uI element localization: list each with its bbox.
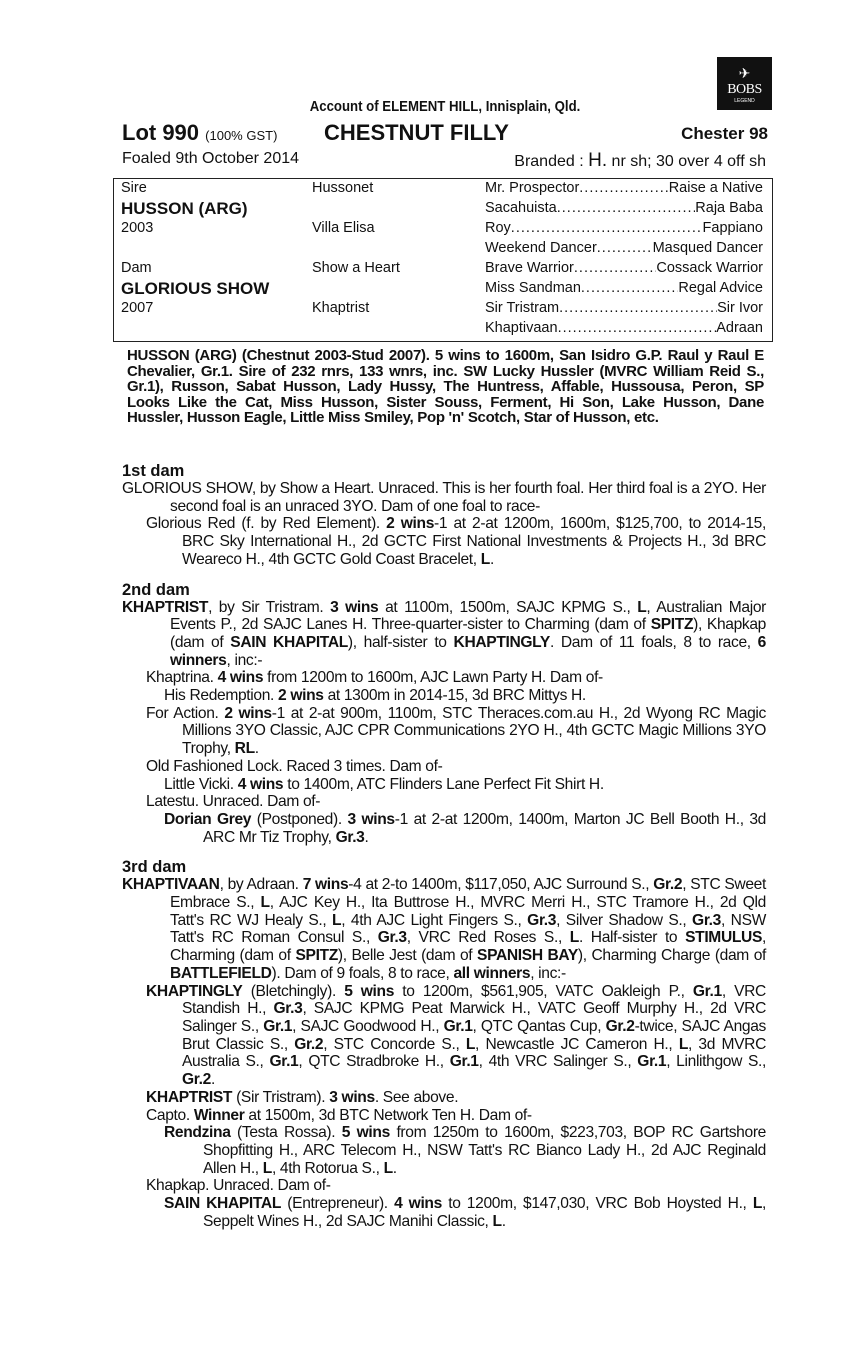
text: -4 at 2-to 1400m, $117,050, AJC Surround S.,	[348, 876, 654, 894]
bold-text: 4 wins	[217, 669, 264, 687]
gen3-sire: Sir Ivor	[717, 300, 763, 316]
bold-text: 3 wins	[330, 598, 379, 616]
bold-text: Gr.1	[449, 1053, 479, 1071]
text: .	[489, 550, 494, 568]
sire-year: 2003	[121, 220, 154, 236]
text: ), half-sister to	[347, 633, 454, 651]
bold-text: all winners	[453, 964, 531, 982]
dam-label: Dam	[121, 260, 152, 276]
pedigree-paragraph	[122, 1107, 766, 1125]
bold-text: L	[492, 1212, 502, 1230]
text: ), Charming Charge (dam of	[577, 947, 767, 965]
text: Old Fashioned Lock. Raced 3 times. Dam of-	[146, 757, 443, 775]
text: .	[210, 1071, 215, 1089]
pedigree-paragraph	[122, 515, 766, 568]
text: ). Dam of 9 foals, 8 to race,	[271, 964, 454, 982]
text: -twice, SAJC Angas Brut Classic S.,	[182, 1017, 766, 1053]
foaled-date: Foaled 9th October 2014	[122, 150, 300, 167]
gen3-sire: Fappiano	[702, 220, 763, 236]
gen3-pair	[485, 319, 763, 339]
dot-leader	[579, 179, 668, 199]
pedigree-paragraph	[122, 1089, 766, 1107]
text: , Seppelt Wines H., 2d SAJC Manihi Classic,	[203, 1195, 766, 1230]
lot-number	[122, 120, 277, 146]
text: GLORIOUS SHOW, by Show a Heart. Unraced. This is her fourth foal. Her third foal is a 2YO. Her second foal is an unraced 3YO. Dam of one foal to race-	[122, 480, 766, 515]
bold-text: L	[480, 550, 490, 568]
text: , 4th AJC Light Fingers S.,	[341, 911, 528, 929]
text: to 1200m, $561,905, VATC Oakleigh P.,	[394, 982, 693, 1000]
text: Latestu. Unraced. Dam of-	[146, 793, 321, 811]
branded-rest: nr sh; 30 over 4 off sh	[607, 153, 766, 170]
brand-info	[514, 150, 766, 172]
vendor-account: Account of ELEMENT HILL, Innisplain, Qld.	[309, 98, 581, 115]
bold-text: SAIN KHAPITAL	[164, 1195, 282, 1213]
text: Khaptrina.	[146, 669, 218, 687]
pedigree-paragraph	[122, 811, 766, 846]
bold-text: Gr.3	[377, 929, 407, 947]
bold-text: Winner	[193, 1106, 245, 1124]
pedigree-paragraph	[122, 793, 766, 811]
bold-text: Gr.3	[335, 828, 365, 846]
gen3-sire: Regal Advice	[678, 280, 763, 296]
text: at 1500m, 3d BTC Network Ten H. Dam of-	[244, 1106, 532, 1124]
bold-text: KHAPTINGLY	[453, 633, 550, 651]
gst-note: (100% GST)	[205, 128, 278, 143]
text: For Action.	[146, 704, 225, 722]
pedigree-paragraph	[122, 705, 766, 758]
gen3-horse: Roy	[485, 220, 511, 236]
gen3-horse: Miss Sandman	[485, 280, 581, 296]
text: to 1400m, ATC Flinders Lane Perfect Fit Shirt H.	[283, 775, 604, 793]
pedigree-paragraph	[122, 1124, 766, 1177]
pedigree-paragraph	[122, 687, 766, 705]
bold-text: KHAPTRIST	[122, 598, 209, 616]
text: (Postponed).	[251, 810, 348, 828]
bold-text: 5 wins	[344, 982, 395, 1000]
text: , 4th VRC Salinger S.,	[478, 1053, 638, 1071]
text: . See above.	[374, 1088, 459, 1106]
text: from 1250m to 1600m, $223,703, BOP RC Gartshore Shopfitting H., ARC Telecom H., NSW Tatt's RC Bianco Lady H., 2d AJC Reginald Allen H.,	[203, 1124, 766, 1177]
bold-text: L	[678, 1035, 689, 1053]
text: Capto.	[146, 1106, 194, 1124]
dot-leader	[581, 279, 678, 299]
pedigree-gen3-row	[114, 279, 772, 299]
text: , inc:-	[226, 651, 263, 669]
bold-text: 3 wins	[329, 1088, 375, 1106]
bold-text: L	[569, 929, 579, 947]
dot-leader	[597, 239, 653, 259]
pedigree-paragraph	[122, 1195, 766, 1230]
text: , inc:-	[530, 964, 566, 982]
lot-description: CHESTNUT FILLY	[324, 120, 509, 145]
text: at 1300m in 2014-15, 3d BRC Mittys H.	[323, 687, 586, 705]
dam-sections	[122, 462, 766, 1230]
pedigree-paragraph	[122, 599, 766, 670]
text: -1 at 2-at 900m, 1100m, STC Theraces.com.au H., 2d Wyong RC Magic Millions 3YO Classic, AJC CPR Communications 2YO H., 4th GCTC Magic Millions 3YO Trophy,	[182, 704, 766, 758]
gen3-pair	[485, 199, 763, 219]
text: Glorious Red (f. by Red Element).	[146, 515, 387, 533]
gen3-pair	[485, 179, 763, 199]
text: , QTC Stradbroke H.,	[298, 1053, 450, 1071]
bold-text: Gr.2	[294, 1035, 324, 1053]
text: ), Belle Jest (dam of	[337, 947, 478, 965]
text: (Testa Rossa).	[230, 1124, 342, 1142]
bold-text: SAIN KHAPITAL	[230, 633, 348, 651]
bold-text: 4 wins	[394, 1195, 442, 1213]
text: , 4th Rotorua S.,	[271, 1159, 384, 1177]
bold-text: SPANISH BAY	[477, 947, 578, 965]
pedigree-gen3-row	[114, 179, 772, 199]
text: , AJC Key H., Ita Buttrose H., MVRC Merri H., STC Tramore H., 2d Qld Tatt's RC WJ Healy S.,	[170, 894, 766, 929]
text: -1 at 2-at 1200m, 1400m, Marton JC Bell Booth H., 3d ARC Mr Tiz Trophy,	[203, 810, 766, 846]
text: His Redemption.	[164, 687, 279, 705]
bold-text: 5 wins	[341, 1124, 390, 1142]
text: , Charming (dam of	[170, 929, 766, 965]
dot-leader	[557, 199, 696, 219]
horse-rider-icon: ✈	[738, 65, 751, 81]
text: (Sir Tristram).	[232, 1088, 330, 1106]
gen3-horse: Brave Warrior	[485, 260, 574, 276]
gen3-sire: Cossack Warrior	[656, 260, 763, 276]
bold-text: Gr.3	[527, 911, 557, 929]
bold-text: SPITZ	[295, 947, 338, 965]
bold-text: L	[637, 598, 647, 616]
bold-text: 4 wins	[237, 775, 284, 793]
gen3-pair	[485, 219, 763, 239]
bold-text: Gr.1	[269, 1053, 299, 1071]
bold-text: L	[383, 1159, 393, 1177]
bold-text: Gr.1	[443, 1017, 473, 1035]
bold-text: Rendzina	[164, 1124, 231, 1142]
bold-text: Gr.2	[653, 876, 683, 894]
gen3-sire: Adraan	[716, 320, 763, 336]
dam-sire: Show a Heart	[312, 260, 400, 276]
pedigree-paragraph	[122, 776, 766, 794]
gen3-horse: Khaptivaan	[485, 320, 558, 336]
bold-text: KHAPTRIST	[146, 1088, 233, 1106]
text: Khapkap. Unraced. Dam of-	[146, 1177, 331, 1195]
gen3-pair	[485, 239, 763, 259]
text: Little Vicki.	[164, 775, 238, 793]
text: .	[392, 1159, 397, 1177]
text: , by Adraan.	[219, 876, 303, 894]
sire-label: Sire	[121, 180, 147, 196]
bold-text: Gr.3	[692, 911, 721, 929]
bold-text: KHAPTIVAAN	[122, 876, 220, 894]
text: from 1200m to 1600m, AJC Lawn Party H. Dam of-	[263, 669, 603, 687]
text: .	[501, 1212, 506, 1230]
gen3-horse: Mr. Prospector	[485, 180, 580, 196]
bold-text: Gr.1	[637, 1053, 667, 1071]
text: , Newcastle JC Cameron H.,	[475, 1035, 679, 1053]
gen3-sire: Raja Baba	[695, 200, 763, 216]
section-title: 2nd dam	[122, 580, 190, 599]
bold-text: STIMULUS	[685, 929, 762, 947]
bold-text: L	[332, 911, 342, 929]
text: , Silver Shadow S.,	[556, 911, 693, 929]
pedigree-gen3-row	[114, 199, 772, 219]
gen3-pair	[485, 299, 763, 319]
bold-text: Gr.2	[182, 1071, 211, 1089]
bold-text: 2 wins	[224, 704, 272, 722]
bold-text: 7 wins	[302, 876, 349, 894]
gen3-sire: Raise a Native	[668, 180, 763, 196]
branded-label: Branded :	[514, 153, 589, 170]
pedigree-gen3-row	[114, 299, 772, 319]
dam-dam: Khaptrist	[312, 300, 370, 316]
bold-text: KHAPTINGLY	[146, 982, 243, 1000]
sire-dam: Villa Elisa	[312, 220, 375, 236]
dot-leader	[559, 299, 717, 319]
dot-leader	[511, 219, 703, 239]
sire-sire: Hussonet	[312, 180, 374, 196]
text: (Entrepreneur).	[281, 1195, 395, 1213]
text: , VRC Standish H.,	[182, 982, 766, 1018]
gen3-horse: Weekend Dancer	[485, 240, 597, 256]
pedigree-gen3-row	[114, 239, 772, 259]
dot-leader	[574, 259, 656, 279]
lot-label: Lot 990	[122, 120, 200, 145]
text: to 1200m, $147,030, VRC Bob Hoysted H.,	[441, 1195, 753, 1213]
pedigree-gen3-row	[114, 259, 772, 279]
bold-text: L	[752, 1195, 763, 1213]
logo-subtext: LEGEND	[734, 98, 755, 104]
pedigree-paragraph	[122, 1177, 766, 1195]
pedigree-paragraph	[122, 983, 766, 1089]
text: , 3d MVRC Australia S.,	[182, 1035, 766, 1071]
pedigree-paragraph	[122, 669, 766, 687]
text: , NSW Tatt's RC Roman Consul S.,	[170, 911, 767, 947]
pedigree-paragraph	[122, 758, 766, 776]
pedigree-gen3-row	[114, 219, 772, 239]
bold-text: Gr.1	[692, 982, 722, 1000]
text: , STC Concorde S.,	[323, 1035, 466, 1053]
bold-text: BATTLEFIELD	[170, 964, 272, 982]
text: , Australian Major Events P., 2d SAJC Lanes H. Three-quarter-sister to Charming (dam of	[170, 598, 766, 634]
text: at 1100m, 1500m, SAJC KPMG S.,	[378, 598, 638, 616]
text: , Linlithgow S.,	[666, 1053, 766, 1071]
gen3-sire: Masqued Dancer	[652, 240, 763, 256]
bold-text: 6 winners	[170, 633, 766, 669]
pedigree-paragraph	[122, 480, 766, 515]
text: -1 at 2-at 1200m, 1600m, $125,700, to 2014-15, BRC Sky International H., 2d GCTC First National Investments & Projects H., 3d BRC Weareco H., 4th GCTC Gold Coast Bracelet,	[182, 515, 766, 568]
barn-location: Chester 98	[681, 124, 768, 143]
sire-summary: HUSSON (ARG) (Chestnut 2003-Stud 2007). 5 wins to 1600m, San Isidro G.P. Raul y Raul E Chevalier, Gr.1. Sire of 232 rnrs, 133 wnrs, inc. SW Lucky Hussler (MVRC William Reid S., Gr.1), Russon, Sabat Husson, Lady Hussy, The Huntress, Affable, Hussousa, Peron, SP Looks Like the Cat, Miss Husson, Sister Souss, Ferment, Hi Son, Lake Husson, Dane Hussler, Husson Eagle, Little Miss Smiley, Pop 'n' Scotch, Star of Husson, etc.	[127, 347, 764, 426]
text: .	[254, 740, 259, 758]
text: . Dam of 11 foals, 8 to race,	[549, 633, 758, 651]
gen3-horse: Sacahuista	[485, 200, 557, 216]
text: (Bletchingly).	[242, 982, 345, 1000]
bold-text: Gr.3	[273, 1000, 303, 1018]
sire-name: HUSSON (ARG)	[121, 199, 248, 218]
dot-leader	[558, 319, 717, 339]
gen3-horse: Sir Tristram	[485, 300, 560, 316]
bold-text: L	[260, 894, 270, 912]
brand-mark: H.	[588, 150, 608, 171]
bold-text: 3 wins	[347, 810, 395, 828]
bold-text: 2 wins	[278, 687, 324, 705]
bold-text: SPITZ	[650, 616, 694, 634]
bold-text: 2 wins	[386, 515, 435, 533]
pedigree-gen3-row	[114, 319, 772, 339]
pedigree-table	[113, 178, 773, 342]
text: , SAJC KPMG Peat Marwick H., VATC Geoff Murphy H., 2d VRC Salinger S.,	[182, 1000, 766, 1035]
text: , QTC Qantas Cup,	[472, 1017, 606, 1035]
bold-text: L	[262, 1159, 272, 1177]
bold-text: RL	[234, 740, 255, 758]
bold-text: Gr.1	[263, 1017, 293, 1035]
section-title: 1st dam	[122, 462, 185, 480]
text: . Half-sister to	[578, 929, 686, 947]
dam-name: GLORIOUS SHOW	[121, 279, 270, 298]
bold-text: L	[465, 1035, 476, 1053]
bold-text: Dorian Grey	[164, 810, 252, 828]
text: , STC Sweet Embrace S.,	[170, 876, 766, 912]
logo-text: BOBS	[727, 82, 762, 97]
text: , by Sir Tristram.	[208, 598, 331, 616]
bold-text: Gr.2	[605, 1017, 635, 1035]
text: , SAJC Goodwood H.,	[292, 1017, 444, 1035]
text: , VRC Red Roses S.,	[406, 929, 570, 947]
gen3-pair	[485, 259, 763, 279]
text: ), Khapkap (dam of	[170, 616, 766, 651]
gen3-pair	[485, 279, 763, 299]
section-title: 3rd dam	[122, 858, 187, 877]
text: .	[364, 828, 369, 846]
pedigree-paragraph	[122, 876, 766, 982]
dam-year: 2007	[121, 300, 154, 316]
lot-header	[122, 120, 768, 148]
